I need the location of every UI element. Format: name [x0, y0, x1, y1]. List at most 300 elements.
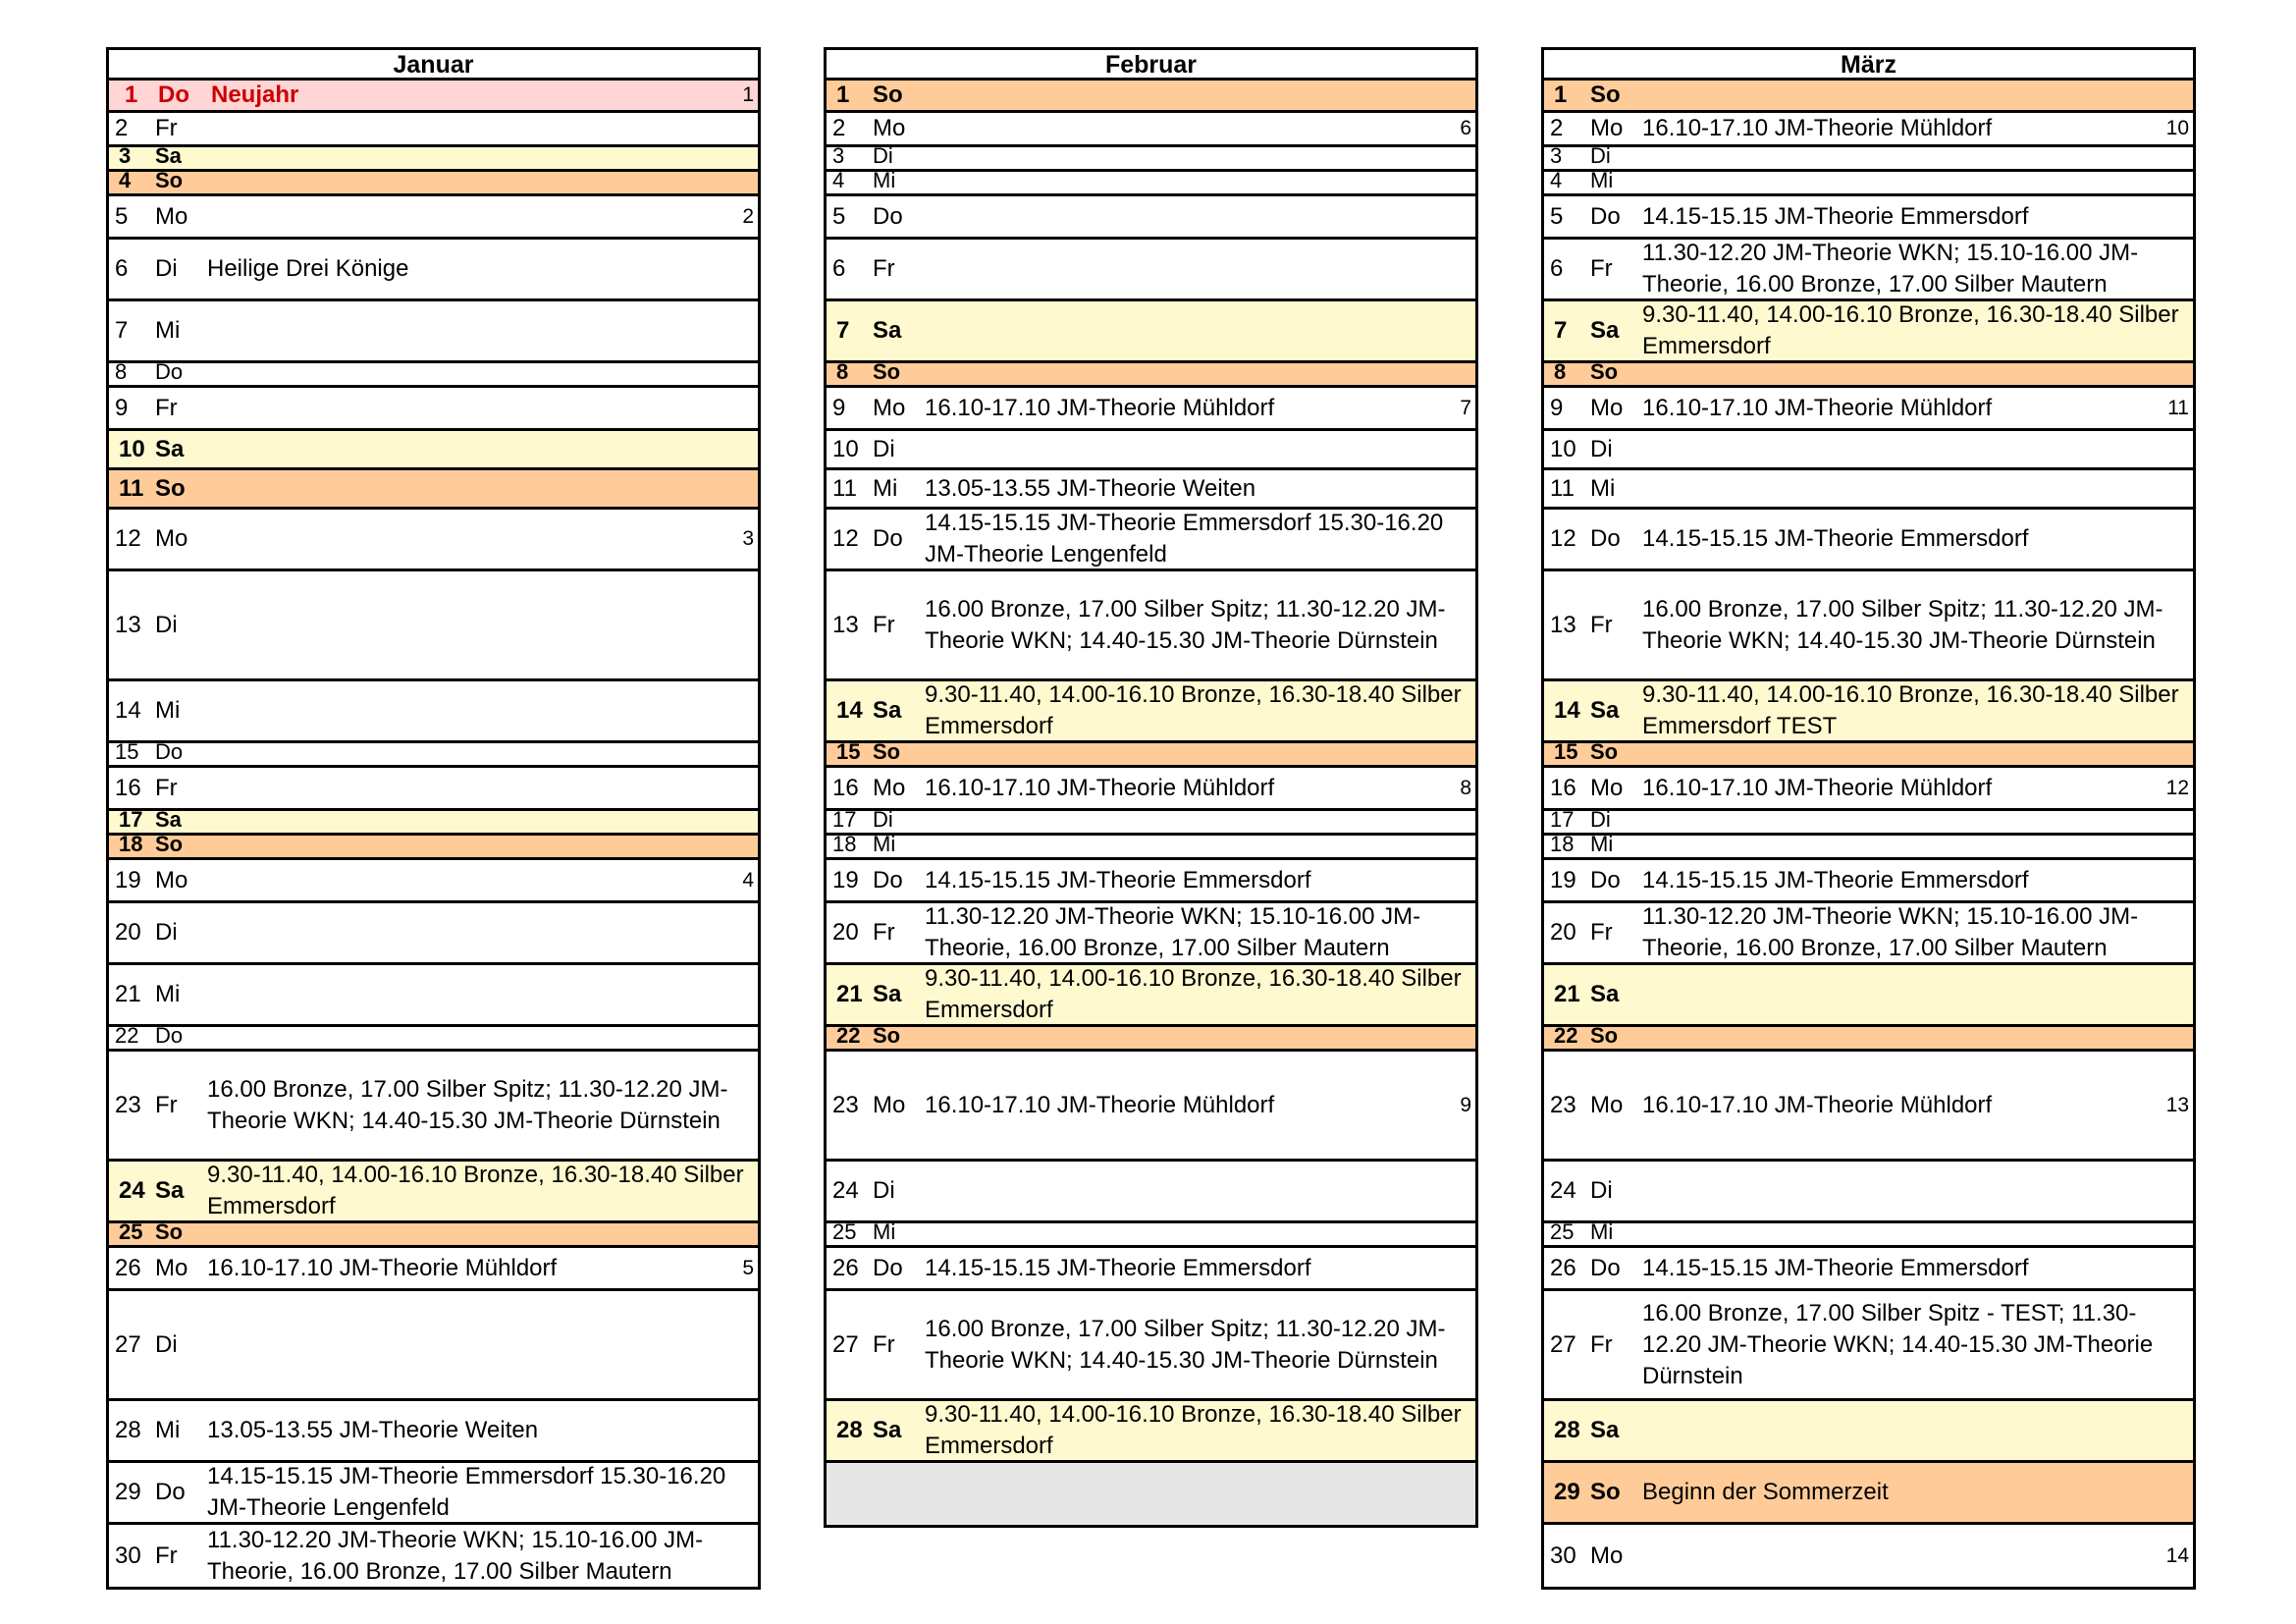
- event-note: [925, 363, 1468, 385]
- event-note: [207, 903, 750, 962]
- event-note: 14.15-15.15 JM-Theorie Emmersdorf: [1642, 202, 2029, 230]
- event-note: 13.05-13.55 JM-Theorie Weiten: [207, 1417, 539, 1443]
- event-note: 9.30-11.40, 14.00-16.10 Bronze, 16.30-18.40 Silber Emmersdorf TEST: [1642, 681, 2179, 739]
- day-of-week: So: [1590, 363, 1619, 384]
- day-row: [827, 1162, 1475, 1223]
- day-number: 20: [832, 919, 859, 946]
- day-of-week: Mo: [155, 525, 188, 552]
- day-number: 1: [836, 81, 850, 108]
- day-number: 7: [1554, 317, 1568, 344]
- day-number: 22: [1554, 1027, 1578, 1048]
- event-note: 16.10-17.10 JM-Theorie Mühldorf: [207, 1254, 558, 1281]
- event-note: [1642, 431, 2185, 467]
- day-of-week: Do: [155, 363, 184, 384]
- day-row: [109, 860, 758, 903]
- day-number: 29: [115, 1479, 141, 1505]
- day-number: 17: [119, 811, 143, 832]
- day-number: 23: [832, 1091, 859, 1118]
- day-of-week: So: [1590, 1479, 1621, 1505]
- event-note: [1642, 81, 2185, 110]
- event-note: 11.30-12.20 JM-Theorie WKN; 15.10-16.00 JM-Theorie, 16.00 Bronze, 17.00 Silber Mautern: [207, 1526, 704, 1585]
- day-number: 6: [832, 255, 846, 282]
- week-number: 7: [1460, 396, 1471, 419]
- day-row: [827, 147, 1475, 172]
- event-note: [925, 1162, 1468, 1220]
- day-number: 9: [115, 394, 129, 421]
- day-of-week: Mo: [873, 394, 906, 421]
- day-of-week: Mi: [873, 836, 896, 856]
- event-note: 16.10-17.10 JM-Theorie Mühldorf: [925, 774, 1275, 801]
- event-note: 14.15-15.15 JM-Theorie Emmersdorf: [1642, 866, 2029, 893]
- day-number: 18: [1550, 836, 1575, 856]
- event-note: Heilige Drei Könige: [207, 255, 409, 282]
- day-number: 26: [1550, 1254, 1576, 1281]
- day-of-week: Mi: [1590, 474, 1616, 502]
- event-note: 16.10-17.10 JM-Theorie Mühldorf: [1642, 1091, 1993, 1118]
- day-of-week: Sa: [1590, 697, 1620, 724]
- day-row: [827, 172, 1475, 196]
- event-note: [207, 113, 750, 144]
- day-number: 30: [1550, 1542, 1576, 1569]
- day-row: [827, 860, 1475, 903]
- day-number: 2: [832, 115, 846, 141]
- event-note: 11.30-12.20 JM-Theorie WKN; 15.10-16.00 JM-Theorie, 16.00 Bronze, 17.00 Silber Mautern: [1642, 903, 2139, 961]
- event-note: [1642, 1223, 2185, 1245]
- event-note: 9.30-11.40, 14.00-16.10 Bronze, 16.30-18.40 Silber Emmersdorf: [925, 965, 1462, 1023]
- day-row: [1544, 147, 2193, 172]
- day-row: [109, 1463, 758, 1525]
- event-note: [207, 301, 750, 360]
- day-number: 6: [115, 255, 129, 282]
- day-of-week: Mo: [1590, 1542, 1624, 1569]
- day-of-week: Fr: [1590, 255, 1613, 282]
- day-of-week: So: [155, 836, 184, 856]
- day-row: [109, 510, 758, 571]
- day-row: [1544, 240, 2193, 301]
- day-row: [109, 1052, 758, 1162]
- day-number: 6: [1550, 255, 1564, 282]
- day-of-week: Do: [1590, 202, 1621, 230]
- day-row: [827, 1291, 1475, 1401]
- day-row: [1544, 470, 2193, 510]
- day-row: [1544, 743, 2193, 768]
- day-row: [1544, 1291, 2193, 1401]
- day-number: 11: [1550, 474, 1575, 502]
- day-row: [827, 470, 1475, 510]
- day-row: [109, 965, 758, 1027]
- day-row: [827, 903, 1475, 965]
- day-number: 2: [115, 115, 129, 141]
- day-rows: [1544, 81, 2193, 1587]
- event-note: [925, 811, 1468, 833]
- month-column-januar: [106, 47, 761, 1590]
- day-number: 12: [1550, 525, 1576, 552]
- day-number: 1: [125, 81, 138, 108]
- day-row: [109, 301, 758, 363]
- empty-cell: [827, 1463, 1475, 1525]
- event-note: [207, 965, 750, 1024]
- day-number: 30: [115, 1542, 141, 1569]
- day-row: [827, 743, 1475, 768]
- day-row: [1544, 903, 2193, 965]
- day-number: 24: [832, 1177, 859, 1204]
- day-of-week: Mo: [155, 202, 188, 230]
- day-row: [109, 1291, 758, 1401]
- day-row: [1544, 1463, 2193, 1525]
- day-number: 18: [832, 836, 857, 856]
- event-note: [925, 1463, 1468, 1525]
- day-number: 19: [1550, 866, 1576, 893]
- day-number: 24: [119, 1177, 145, 1204]
- day-of-week: So: [155, 474, 186, 502]
- month-column-maerz: [1541, 47, 2196, 1590]
- event-note: [925, 81, 1468, 110]
- day-of-week: Sa: [155, 435, 185, 462]
- day-of-week: So: [873, 743, 901, 764]
- event-note: [207, 743, 750, 765]
- day-of-week: Do: [155, 743, 184, 764]
- day-of-week: Fr: [1590, 919, 1613, 946]
- day-of-week: Do: [873, 525, 903, 552]
- day-of-week: Mi: [1590, 1223, 1614, 1244]
- event-note: 14.15-15.15 JM-Theorie Emmersdorf: [925, 1254, 1311, 1281]
- week-number: 11: [2167, 396, 2189, 419]
- event-note: 16.10-17.10 JM-Theorie Mühldorf: [1642, 115, 1993, 141]
- day-number: 5: [1550, 202, 1564, 230]
- day-number: 23: [115, 1091, 141, 1118]
- event-note: [1642, 1027, 2185, 1049]
- day-of-week: Fr: [873, 1330, 895, 1358]
- event-note: [207, 1223, 750, 1245]
- event-note: [1642, 1525, 2185, 1587]
- day-number: 3: [119, 147, 132, 168]
- day-of-week: Mo: [155, 1254, 188, 1281]
- event-note: [1642, 743, 2185, 765]
- day-row: [827, 811, 1475, 836]
- day-row: [827, 81, 1475, 113]
- day-of-week: So: [873, 363, 901, 384]
- event-note: [207, 431, 750, 467]
- event-note: [925, 196, 1468, 237]
- day-number: 8: [1554, 363, 1567, 384]
- day-of-week: Mi: [1590, 836, 1614, 856]
- day-of-week: Mo: [155, 866, 188, 893]
- day-number: 3: [832, 147, 845, 168]
- day-row: [827, 836, 1475, 860]
- day-of-week: Di: [1590, 1177, 1613, 1204]
- day-number: 7: [115, 317, 129, 344]
- day-row: [109, 1248, 758, 1291]
- day-number: 23: [1550, 1091, 1576, 1118]
- day-of-week: Sa: [873, 1417, 902, 1443]
- event-note: [925, 743, 1468, 765]
- day-row: [1544, 1052, 2193, 1162]
- day-of-week: Di: [1590, 435, 1613, 462]
- day-number: 11: [119, 474, 144, 502]
- day-row: [1544, 1027, 2193, 1052]
- day-row: [827, 431, 1475, 470]
- day-row: [1544, 81, 2193, 113]
- day-of-week: Fr: [155, 115, 178, 141]
- day-number: 25: [832, 1223, 857, 1244]
- day-row: [109, 836, 758, 860]
- event-note: [1642, 811, 2185, 833]
- week-number: 12: [2165, 776, 2189, 799]
- day-of-week: Fr: [155, 1091, 178, 1118]
- day-number: 26: [115, 1254, 141, 1281]
- day-row: [1544, 836, 2193, 860]
- day-row: [109, 470, 758, 510]
- event-note: [207, 510, 750, 568]
- day-row: [827, 113, 1475, 147]
- day-of-week: Mo: [1590, 394, 1624, 421]
- event-note: [207, 172, 750, 193]
- day-row: [1544, 1525, 2193, 1587]
- day-row: [109, 1223, 758, 1248]
- day-row: [1544, 172, 2193, 196]
- day-of-week: So: [155, 1223, 184, 1244]
- event-note: 16.00 Bronze, 17.00 Silber Spitz; 11.30-12.20 JM-Theorie WKN; 14.40-15.30 JM-Theorie Dürnstein: [207, 1075, 728, 1134]
- day-of-week: Di: [1590, 811, 1611, 832]
- day-number: 3: [1550, 147, 1563, 168]
- event-note: 13.05-13.55 JM-Theorie Weiten: [925, 474, 1256, 502]
- day-row: [1544, 1401, 2193, 1463]
- day-row: [1544, 811, 2193, 836]
- day-of-week: Di: [873, 1177, 895, 1204]
- day-number: 10: [1550, 435, 1576, 462]
- day-number: 27: [832, 1330, 859, 1358]
- day-number: 18: [119, 836, 143, 856]
- event-note: 9.30-11.40, 14.00-16.10 Bronze, 16.30-18.40 Silber Emmersdorf: [925, 681, 1462, 739]
- event-note: [1642, 836, 2185, 857]
- day-row: [109, 1162, 758, 1223]
- day-of-week: So: [1590, 743, 1619, 764]
- day-row: [827, 1052, 1475, 1162]
- day-row: [827, 1248, 1475, 1291]
- day-row: [109, 768, 758, 811]
- day-of-week: Di: [1590, 147, 1611, 168]
- event-note: [925, 836, 1468, 857]
- day-of-week: Fr: [1590, 1330, 1613, 1358]
- day-row: [109, 388, 758, 431]
- day-row: [109, 903, 758, 965]
- day-row: [827, 363, 1475, 388]
- day-number: 8: [115, 363, 128, 384]
- day-number: 25: [119, 1223, 143, 1244]
- week-number: 14: [2165, 1543, 2189, 1567]
- day-number: 16: [115, 774, 141, 801]
- day-of-week: Sa: [873, 981, 902, 1007]
- day-number: 24: [1550, 1177, 1576, 1204]
- day-row: [109, 431, 758, 470]
- day-of-week: Di: [155, 255, 178, 282]
- day-number: 25: [1550, 1223, 1575, 1244]
- day-row: [1544, 860, 2193, 903]
- day-number: 13: [832, 611, 859, 638]
- day-of-week: Mi: [1590, 172, 1614, 192]
- week-number: 2: [742, 204, 754, 228]
- day-of-week: Fr: [1590, 611, 1613, 638]
- day-of-week: Do: [155, 1027, 184, 1048]
- event-note: 16.10-17.10 JM-Theorie Mühldorf: [925, 394, 1275, 421]
- day-row: [827, 240, 1475, 301]
- day-number: 16: [832, 774, 859, 801]
- day-of-week: Di: [873, 811, 893, 832]
- event-note: 14.15-15.15 JM-Theorie Emmersdorf 15.30-16.20 JM-Theorie Lengenfeld: [207, 1463, 726, 1521]
- event-note: [925, 431, 1468, 467]
- event-note: [925, 172, 1468, 193]
- day-row: [827, 388, 1475, 431]
- day-row: [827, 301, 1475, 363]
- day-of-week: So: [155, 172, 184, 192]
- day-row: [109, 147, 758, 172]
- day-number: 19: [115, 866, 141, 893]
- event-note: [207, 768, 750, 808]
- day-number: 21: [836, 981, 863, 1007]
- day-row: [1544, 1248, 2193, 1291]
- event-note: [207, 1027, 750, 1049]
- day-number: 10: [832, 435, 859, 462]
- event-note: [925, 1027, 1468, 1049]
- day-number: 13: [1550, 611, 1576, 638]
- day-of-week: Do: [1590, 866, 1621, 893]
- day-of-week: Mo: [873, 774, 906, 801]
- event-note: [207, 681, 750, 740]
- day-of-week: Mo: [873, 1091, 906, 1118]
- day-number: 22: [836, 1027, 861, 1048]
- day-of-week: Sa: [873, 317, 902, 344]
- event-note: 16.00 Bronze, 17.00 Silber Spitz; 11.30-12.20 JM-Theorie WKN; 14.40-15.30 JM-Theorie Dürnstein: [925, 1315, 1446, 1374]
- day-of-week: Fr: [155, 1542, 178, 1569]
- event-note: 9.30-11.40, 14.00-16.10 Bronze, 16.30-18.40 Silber Emmersdorf: [1642, 301, 2179, 359]
- day-number: 28: [1554, 1417, 1580, 1443]
- day-row: [1544, 113, 2193, 147]
- event-note: [1642, 363, 2185, 385]
- event-note: 9.30-11.40, 14.00-16.10 Bronze, 16.30-18.40 Silber Emmersdorf: [207, 1162, 744, 1219]
- day-of-week: Do: [873, 1254, 903, 1281]
- event-note: 16.10-17.10 JM-Theorie Mühldorf: [1642, 774, 1993, 801]
- event-note: 14.15-15.15 JM-Theorie Emmersdorf 15.30-16.20 JM-Theorie Lengenfeld: [925, 510, 1444, 568]
- event-note: 9.30-11.40, 14.00-16.10 Bronze, 16.30-18.40 Silber Emmersdorf: [925, 1401, 1462, 1459]
- month-header: Februar: [827, 50, 1475, 81]
- day-number: 28: [115, 1417, 141, 1443]
- day-of-week: Mi: [155, 1417, 181, 1443]
- event-note: [207, 1291, 750, 1398]
- day-of-week: Fr: [155, 394, 178, 421]
- event-note: [207, 811, 750, 833]
- day-number: 14: [836, 697, 863, 724]
- day-row: [109, 743, 758, 768]
- day-row: [109, 240, 758, 301]
- event-note: Neujahr: [211, 81, 299, 108]
- day-of-week: Mi: [873, 1223, 896, 1244]
- day-of-week: Sa: [1590, 981, 1620, 1007]
- week-number: 10: [2165, 117, 2189, 139]
- day-row: [1544, 431, 2193, 470]
- day-row: [109, 811, 758, 836]
- event-note: [207, 196, 750, 237]
- week-number: 4: [742, 868, 754, 892]
- event-note: 14.15-15.15 JM-Theorie Emmersdorf: [1642, 525, 2029, 552]
- month-table: [1541, 47, 2196, 1590]
- day-row: [109, 172, 758, 196]
- event-note: [207, 571, 750, 678]
- day-of-week: So: [1590, 1027, 1619, 1048]
- day-of-week: Sa: [155, 1177, 185, 1204]
- event-note: 16.00 Bronze, 17.00 Silber Spitz - TEST; 11.30-12.20 JM-Theorie WKN; 14.40-15.30 JM-Theorie Dürnstein: [1642, 1299, 2154, 1389]
- event-note: [207, 836, 750, 857]
- day-row: [827, 681, 1475, 743]
- day-row: [827, 1223, 1475, 1248]
- event-note: [207, 363, 750, 385]
- day-number: 14: [1554, 697, 1580, 724]
- day-row: [827, 1401, 1475, 1463]
- day-rows: [827, 81, 1475, 1525]
- event-note: [925, 147, 1468, 169]
- month-column-februar: [824, 47, 1478, 1528]
- event-note: Beginn der Sommerzeit: [1642, 1479, 1889, 1505]
- day-number: 1: [1554, 81, 1568, 108]
- week-number: 6: [1460, 117, 1471, 139]
- day-number: 27: [1550, 1330, 1576, 1358]
- day-row: [109, 81, 758, 113]
- day-number: 15: [115, 743, 139, 764]
- week-number: 13: [2165, 1093, 2189, 1116]
- day-of-week: Sa: [1590, 317, 1620, 344]
- week-number: 3: [742, 527, 754, 550]
- event-note: 16.00 Bronze, 17.00 Silber Spitz; 11.30-12.20 JM-Theorie WKN; 14.40-15.30 JM-Theorie Dürnstein: [925, 595, 1446, 654]
- day-of-week: Mi: [155, 317, 181, 344]
- day-of-week: Do: [873, 866, 903, 893]
- month-table: [824, 47, 1478, 1528]
- day-of-week: Di: [873, 435, 895, 462]
- event-note: [1642, 965, 2185, 1024]
- month-header: Januar: [109, 50, 758, 81]
- day-of-week: Sa: [155, 147, 182, 168]
- day-row: [827, 1027, 1475, 1052]
- day-of-week: Sa: [155, 811, 182, 832]
- day-number: 26: [832, 1254, 859, 1281]
- event-note: 16.10-17.10 JM-Theorie Mühldorf: [1642, 394, 1993, 421]
- day-of-week: Mo: [873, 115, 906, 141]
- day-number: 2: [1550, 115, 1564, 141]
- event-note: 14.15-15.15 JM-Theorie Emmersdorf: [925, 866, 1311, 893]
- day-number: 10: [119, 435, 145, 462]
- day-number: 12: [115, 525, 141, 552]
- event-note: [925, 240, 1468, 298]
- day-of-week: Di: [155, 611, 178, 638]
- day-row: [109, 113, 758, 147]
- day-of-week: So: [873, 1027, 901, 1048]
- day-number: 17: [832, 811, 857, 832]
- day-of-week: Fr: [873, 611, 895, 638]
- day-number: 5: [832, 202, 846, 230]
- day-number: 4: [832, 172, 845, 192]
- day-of-week: Mo: [1590, 115, 1624, 141]
- day-number: 20: [115, 919, 141, 946]
- day-number: 20: [1550, 919, 1576, 946]
- event-note: [207, 147, 750, 169]
- day-row: [109, 363, 758, 388]
- day-number: 14: [115, 697, 141, 724]
- day-number: 8: [836, 363, 849, 384]
- day-number: 4: [119, 172, 132, 192]
- week-number: 1: [742, 83, 754, 106]
- day-of-week: Sa: [873, 697, 902, 724]
- day-row: [1544, 965, 2193, 1027]
- day-of-week: Mo: [1590, 774, 1624, 801]
- day-row: [827, 510, 1475, 571]
